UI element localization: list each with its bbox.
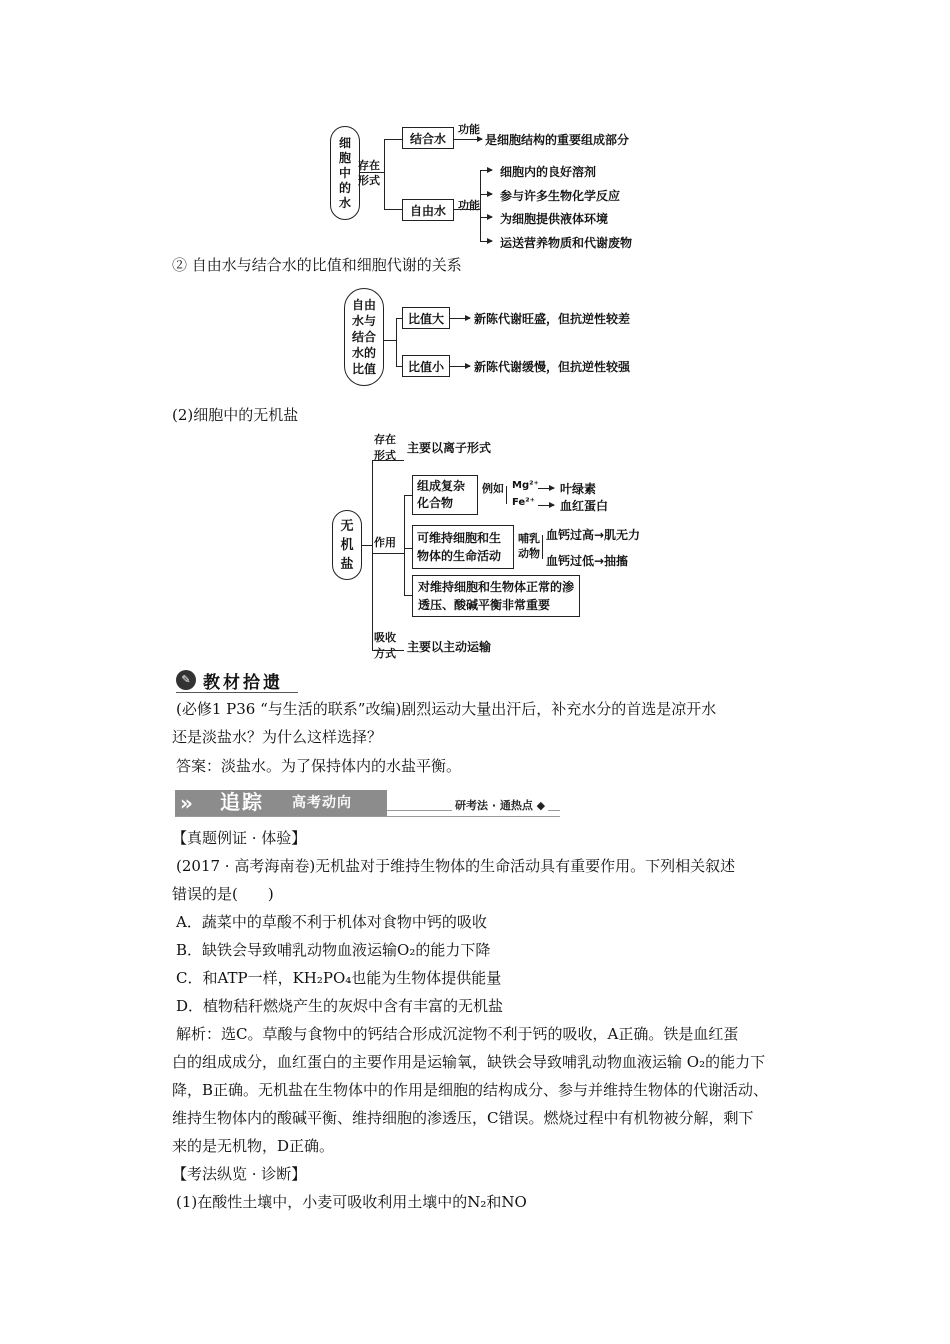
salt-example-label: 例如: [482, 482, 504, 495]
bound-water-box: 结合水: [402, 127, 454, 149]
salt-role1-box: 组成复杂化合物: [412, 475, 478, 515]
textbook-section-icon: ✎: [176, 670, 196, 690]
salt-absorb-label: 吸收方式: [374, 631, 396, 660]
free-func-label: 功能: [458, 199, 480, 212]
salt-exist-label: 存在形式: [374, 433, 396, 462]
salt-root-oval: 无机盐: [332, 510, 362, 580]
water-exist-label: 存在形式: [358, 159, 380, 187]
ratio-small-result: 新陈代谢缓慢，但抗逆性较强: [474, 360, 631, 374]
salt-ca-low: 血钙过低→抽搐: [546, 554, 629, 568]
analysis-line-1: 解析：选C。草酸与食物中的钙结合形成沉淀物不利于钙的吸收，A正确。铁是血红蛋: [176, 1025, 739, 1043]
salt-role-label: 作用: [374, 536, 396, 549]
question-line-2: 错误的是( ): [172, 885, 274, 903]
salt-role2-box: 可维持细胞和生物体的生命活动: [412, 525, 514, 569]
free-water-box: 自由水: [402, 199, 454, 221]
ratio-big-box: 比值大: [402, 307, 450, 329]
salt-title: (2)细胞中的无机盐: [172, 406, 299, 424]
ratio-title: ② 自由水与结合水的比值和细胞代谢的关系: [172, 256, 462, 274]
review-item-1: (1)在酸性土壤中，小麦可吸收利用土壤中的N₂和NO: [176, 1193, 527, 1211]
free-func-2: 参与许多生物化学反应: [500, 189, 621, 203]
free-func-1: 细胞内的良好溶剂: [500, 165, 597, 179]
bound-func-text: 是细胞结构的重要组成部分: [485, 133, 630, 147]
ratio-root-oval: 自由水与结合水的比值: [344, 288, 384, 386]
review-heading: 【考法纵览 · 诊断】: [172, 1165, 307, 1183]
ratio-small-box: 比值小: [402, 355, 450, 377]
textbook-answer: 答案：淡盐水。为了保持体内的水盐平衡。: [176, 757, 462, 775]
water-root-oval: [330, 126, 360, 220]
analysis-line-2: 白的组成成分，血红蛋白的主要作用是运输氧，缺铁会导致哺乳动物血液运输 O₂的能力下: [172, 1053, 766, 1071]
question-line-1: (2017 · 高考海南卷)无机盐对于维持生物体的生命活动具有重要作用。下列相关叙述: [176, 857, 736, 875]
salt-absorb-value: 主要以主动运输: [407, 640, 492, 654]
water-root-label: 细胞中的水: [338, 135, 351, 210]
option-d: D．植物秸秆燃烧产生的灰烬中含有丰富的无机盐: [176, 997, 504, 1015]
salt-ca-high: 血钙过高→肌无力: [546, 528, 641, 542]
textbook-question-2: 还是淡盐水？为什么这样选择？: [172, 728, 383, 746]
banner-chevron-icon: »: [180, 791, 193, 815]
banner-background: [175, 790, 387, 816]
salt-fe-result: 血红蛋白: [560, 499, 609, 513]
textbook-question-1: (必修1 P36 “与生活的联系”改编)剧烈运动大量出汗后，补充水分的首选是凉开水: [176, 700, 717, 718]
textbook-section-title: 教材拾遗: [203, 673, 283, 693]
bound-func-label: 功能: [458, 123, 480, 136]
banner-title: 追踪: [220, 790, 264, 814]
option-b: B．缺铁会导致哺乳动物血液运输O₂的能力下降: [176, 941, 491, 959]
free-func-4: 运送营养物质和代谢废物: [500, 236, 633, 250]
salt-mammal-label: 哺乳动物: [518, 532, 540, 560]
analysis-line-3: 降，B正确。无机盐在生物体中的作用是细胞的结构成分、参与并维持生物体的代谢活动、: [172, 1081, 769, 1099]
salt-mg: Mg²⁺: [512, 480, 539, 491]
salt-fe: Fe²⁺: [512, 497, 535, 508]
banner-right-text: 研考法 · 通热点 ◆: [452, 800, 548, 812]
ratio-big-result: 新陈代谢旺盛，但抗逆性较差: [474, 312, 631, 326]
option-a: A．蔬菜中的草酸不利于机体对食物中钙的吸收: [176, 913, 487, 931]
salt-mg-result: 叶绿素: [560, 482, 597, 496]
salt-role3-box: 对维持细胞和生物体正常的渗透压、酸碱平衡非常重要: [412, 575, 580, 617]
free-func-3: 为细胞提供液体环境: [500, 212, 609, 226]
salt-exist-value: 主要以离子形式: [407, 441, 492, 455]
analysis-line-4: 维持生物体内的酸碱平衡、维持细胞的渗透压，C错误。燃烧过程中有机物被分解，剩下: [172, 1109, 754, 1127]
analysis-line-5: 来的是无机物，D正确。: [172, 1137, 335, 1155]
real-exam-heading: 【真题例证 · 体验】: [172, 829, 307, 847]
option-c: C．和ATP一样，KH₂PO₄也能为生物体提供能量: [176, 969, 502, 987]
banner-subtitle: 高考动向: [292, 795, 352, 811]
